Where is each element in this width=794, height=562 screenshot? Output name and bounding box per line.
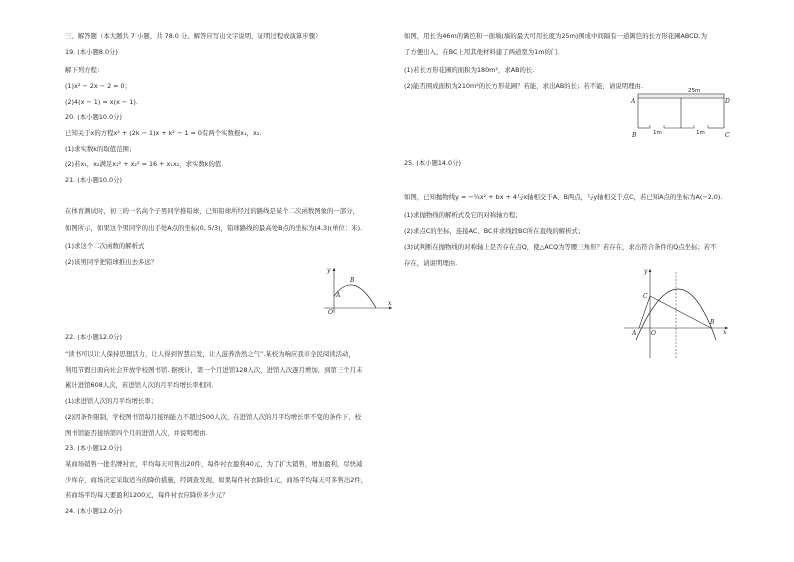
q23-line: 若商场平均每天要盈利1200元，每件衬衣应降价多少元？	[65, 491, 229, 499]
x-axis-label: x	[723, 329, 727, 336]
q24-garden-figure	[628, 88, 738, 140]
q20-line: (1)求实数k的取值范围；	[65, 145, 136, 153]
q22-line: 累计进馆608人次，若进馆人次的月平均增长率相同.	[65, 381, 214, 389]
q25-line: (3)试判断在抛物线的对称轴上是否存在点Q，使△ACQ为等腰三角形？若存在，求出符合条件的Q点坐标；若不	[404, 243, 717, 251]
q22-line: 利用节假日面向社会开放学校图书馆. 据统计，第一个月进馆128人次，进馆人次逐月增加，到第三个月末	[65, 366, 363, 374]
q19-line: (2)4(x − 1) = x(x − 1).	[65, 98, 138, 106]
q19-line: (1)x² − 2x − 2 = 0；	[65, 82, 132, 90]
q23-line: 少库存，商场决定采取适当的降价措施，经调查发现，如果每件衬衣降价1元，商场平均每天可多售出2件，	[65, 476, 368, 484]
q25-line: (2)求点C的坐标，连接AC、BC并求线段BC所在直线的解析式；	[404, 227, 585, 235]
y-axis-label: y	[644, 268, 648, 275]
q21-trajectory-figure	[320, 265, 395, 315]
q24-line: (1)若长方形花圃的面积为180m²，求AB的长.	[404, 66, 535, 74]
point-d-label: D	[725, 98, 730, 105]
q25-line: (1)求抛物线的解析式及它的对称轴方程；	[404, 211, 522, 219]
point-a-label: A	[631, 98, 636, 105]
point-a-label: A	[336, 292, 341, 299]
q21-header: 21. (本小题10.0分)	[65, 176, 122, 184]
door-1-label: 1m	[653, 130, 662, 136]
q24-line: 了方便出入，在BC上用其他材料建了两道宽为1m的门.	[404, 48, 560, 56]
q25-line: 存在，请说明理由.	[404, 259, 458, 267]
wall-length-label: 25m	[688, 88, 701, 94]
q23-line: 某商场销售一批名牌衬衣，平均每天可售出20件，每件衬衣盈利40元，为了扩大销售，增加盈利，尽快减	[65, 460, 363, 468]
q21-line: 如图所示，如果这个男同学的出手处A点的坐标(0, 5/3)，铅球路线的最高处B点的坐标为(4,3)(单位：米).	[65, 224, 363, 232]
q25-header: 25. (本小题14.0分)	[404, 159, 461, 167]
point-b-label: B	[350, 277, 355, 284]
point-c-label: C	[643, 293, 648, 300]
q22-header: 22. (本小题12.0分)	[65, 333, 122, 341]
x-axis-label: x	[388, 300, 392, 307]
q22-line: (1)求进馆人次的月平均增长率；	[65, 397, 158, 405]
q19-header: 19. (本小题8.0分)	[65, 48, 118, 56]
q21-line: (1)求这个二次函数的解析式	[65, 242, 145, 250]
q22-line: “读书可以让人保持思想活力，让人得到智慧启发，让人滋养浩然之气”.某校为响应我市全民阅读活动，	[65, 350, 355, 358]
q22-line: 图书馆能否接纳第四个月的进馆人次，并说明理由.	[65, 429, 208, 437]
q20-line: (2)若x₁，x₂满足x₁² + x₂² = 16 + x₁x₂，求实数k的值.	[65, 160, 224, 168]
q23-header: 23. (本小题12.0分)	[65, 444, 122, 452]
q25-parabola-figure	[622, 266, 732, 360]
q21-line: (2)该男同学把铅球推出去多远？	[65, 258, 158, 266]
q20-line: 已知关于x的方程x² + (2k − 1)x + k² − 1 = 0有两个实数根x₁，x₂.	[65, 129, 262, 137]
q25-line: 如图，已知抛物线y = −¼x² + bx + 4与x轴相交于A、B两点，与y轴相交于点C，若已知A点的坐标为A(−2,0).	[404, 193, 723, 201]
q24-line: 如图，用长为46m的篱笆和一面墙(墙的最大可用长度为25m)围成中间隔有一道篱笆的长方形花圃ABCD.为	[404, 32, 707, 40]
point-c-label: C	[725, 132, 730, 139]
q21-line: 在体育测试时，初三的一名高个子男同学推铅球，已知铅球所经过的路线是某个二次函数图象的一部分，	[65, 207, 359, 215]
point-b-label: B	[632, 132, 637, 139]
q24-header: 24. (本小题12.0分)	[65, 507, 122, 515]
q22-line: (2)因条件限制，学校图书馆每月接纳能力不超过500人次，在进馆人次的月平均增长率不变的条件下，校	[65, 413, 362, 421]
y-axis-label: y	[327, 267, 331, 274]
q24-line: (2)能否围成面积为210m²的长方形花圃？若能，求出AB的长；若不能，请说明理由.	[404, 82, 643, 90]
q20-header: 20. (本小题10.0分)	[65, 113, 122, 121]
point-b-label: B	[710, 319, 715, 326]
origin-label: O	[651, 330, 656, 337]
point-a-label: A	[632, 330, 637, 337]
door-2-label: 1m	[696, 130, 705, 136]
origin-label: O	[328, 309, 333, 315]
section-header: 三、解答题（本大题共 7 小题，共 78.0 分。解答应写出文字说明，证明过程或演算步骤）	[65, 32, 322, 40]
q19-line: 解下列方程：	[65, 66, 104, 74]
